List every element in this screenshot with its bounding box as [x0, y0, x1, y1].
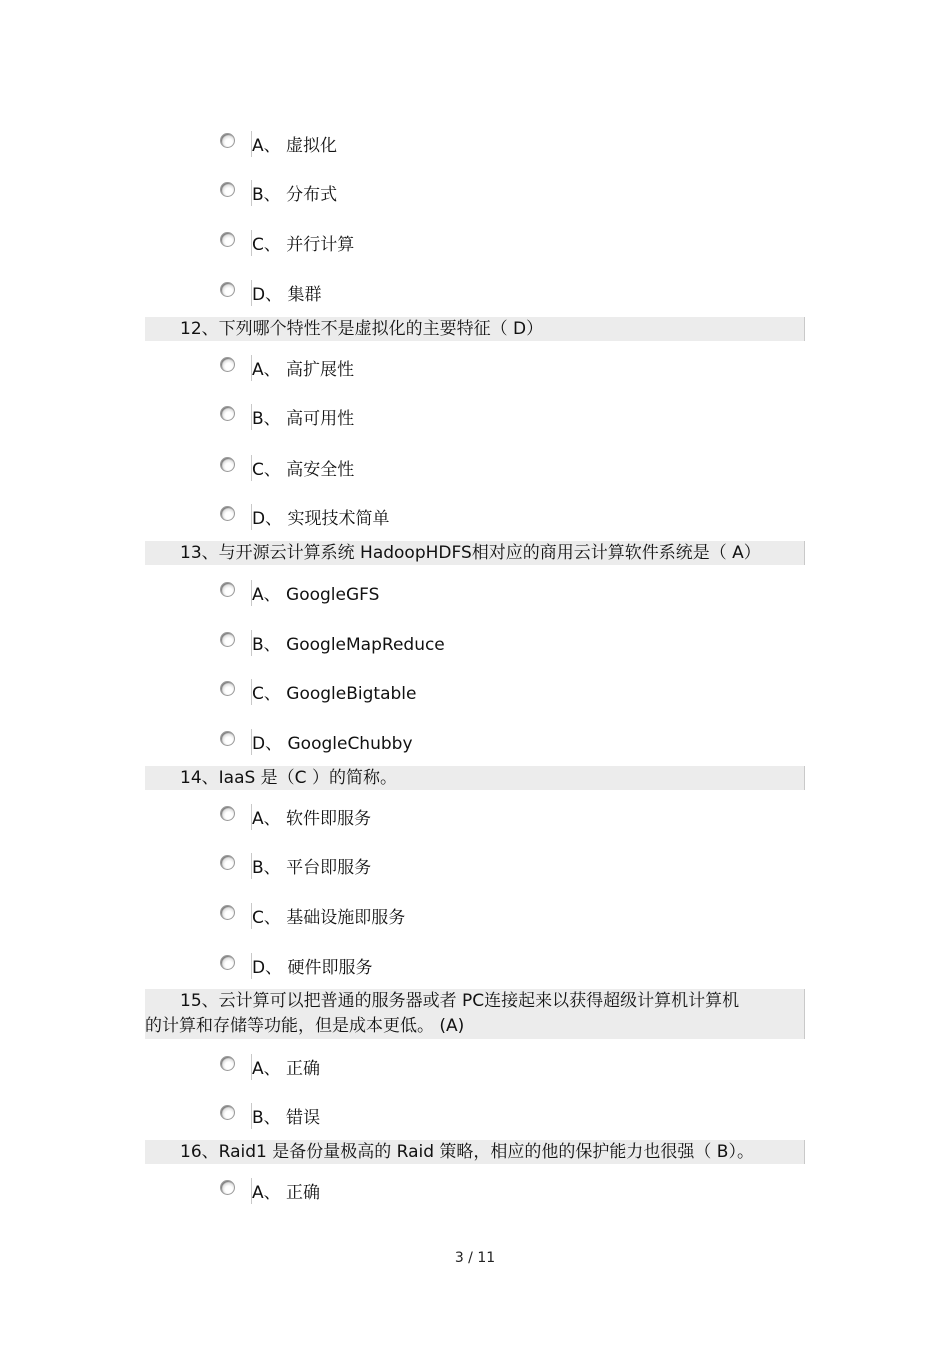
option-label: A、 软件即服务: [252, 809, 372, 829]
question-14: [145, 766, 805, 790]
radio-button-icon[interactable]: [220, 681, 235, 696]
option-label: B、 分布式: [252, 185, 338, 205]
radio-button-icon[interactable]: [220, 406, 235, 421]
option-q14-c[interactable]: [220, 903, 640, 933]
option-label: A、 正确: [252, 1059, 321, 1079]
radio-button-icon[interactable]: [220, 806, 235, 821]
option-prev-a[interactable]: [220, 131, 640, 161]
option-label: C、 基础设施即服务: [252, 908, 406, 928]
option-q13-a[interactable]: [220, 580, 640, 610]
question-text-line1: 15、云计算可以把普通的服务器或者 PC连接起来以获得超级计算机计算机: [180, 991, 740, 1011]
radio-button-icon[interactable]: [220, 506, 235, 521]
option-q13-b[interactable]: [220, 630, 640, 660]
option-q15-b[interactable]: [220, 1103, 640, 1133]
option-q12-c[interactable]: [220, 455, 640, 485]
option-q16-a[interactable]: [220, 1178, 640, 1208]
option-label: D、 集群: [252, 285, 322, 305]
question-text: 14、IaaS 是（C ）的简称。: [180, 768, 397, 788]
radio-button-icon[interactable]: [220, 582, 235, 597]
radio-button-icon[interactable]: [220, 457, 235, 472]
option-label: D、 实现技术简单: [252, 509, 390, 529]
option-q15-a[interactable]: [220, 1054, 640, 1084]
option-label: C、 并行计算: [252, 235, 355, 255]
option-prev-b[interactable]: [220, 180, 640, 210]
option-label: B、 平台即服务: [252, 858, 372, 878]
option-q13-c[interactable]: [220, 679, 640, 709]
option-label: D、 硬件即服务: [252, 958, 373, 978]
option-label: A、 高扩展性: [252, 360, 355, 380]
option-label: C、 高安全性: [252, 460, 355, 480]
option-q13-d[interactable]: [220, 729, 640, 759]
radio-button-icon[interactable]: [220, 1105, 235, 1120]
option-label: D、 GoogleChubby: [252, 734, 413, 754]
question-text: 13、与开源云计算系统 HadoopHDFS相对应的商用云计算软件系统是（ A）: [180, 543, 761, 563]
option-q12-a[interactable]: [220, 355, 640, 385]
radio-button-icon[interactable]: [220, 855, 235, 870]
option-label: C、 GoogleBigtable: [252, 684, 417, 704]
option-label: A、 虚拟化: [252, 136, 338, 156]
radio-button-icon[interactable]: [220, 905, 235, 920]
question-text: 12、下列哪个特性不是虚拟化的主要特征（ D）: [180, 319, 544, 339]
option-label: B、 高可用性: [252, 409, 355, 429]
radio-button-icon[interactable]: [220, 232, 235, 247]
option-prev-c[interactable]: [220, 230, 640, 260]
radio-button-icon[interactable]: [220, 182, 235, 197]
question-text-line2: 的计算和存储等功能，但是成本更低。 (A): [145, 1016, 465, 1036]
option-label: B、 错误: [252, 1108, 321, 1128]
option-q14-d[interactable]: [220, 953, 640, 983]
option-label: A、 GoogleGFS: [252, 585, 380, 605]
option-q12-d[interactable]: [220, 504, 640, 534]
option-prev-d[interactable]: [220, 280, 640, 310]
page-number: 3 / 11: [454, 1250, 496, 1266]
radio-button-icon[interactable]: [220, 731, 235, 746]
radio-button-icon[interactable]: [220, 1180, 235, 1195]
option-label: A、 正确: [252, 1183, 321, 1203]
option-q12-b[interactable]: [220, 404, 640, 434]
radio-button-icon[interactable]: [220, 955, 235, 970]
radio-button-icon[interactable]: [220, 357, 235, 372]
question-13: [145, 541, 805, 565]
question-12: [145, 317, 805, 341]
option-q14-a[interactable]: [220, 804, 640, 834]
radio-button-icon[interactable]: [220, 282, 235, 297]
option-q14-b[interactable]: [220, 853, 640, 883]
radio-button-icon[interactable]: [220, 632, 235, 647]
radio-button-icon[interactable]: [220, 1056, 235, 1071]
question-15: [145, 989, 805, 1039]
radio-button-icon[interactable]: [220, 133, 235, 148]
question-16: [145, 1140, 805, 1164]
question-text: 16、Raid1 是备份量极高的 Raid 策略，相应的他的保护能力也很强（ B）。: [180, 1142, 754, 1162]
option-label: B、 GoogleMapReduce: [252, 635, 445, 655]
